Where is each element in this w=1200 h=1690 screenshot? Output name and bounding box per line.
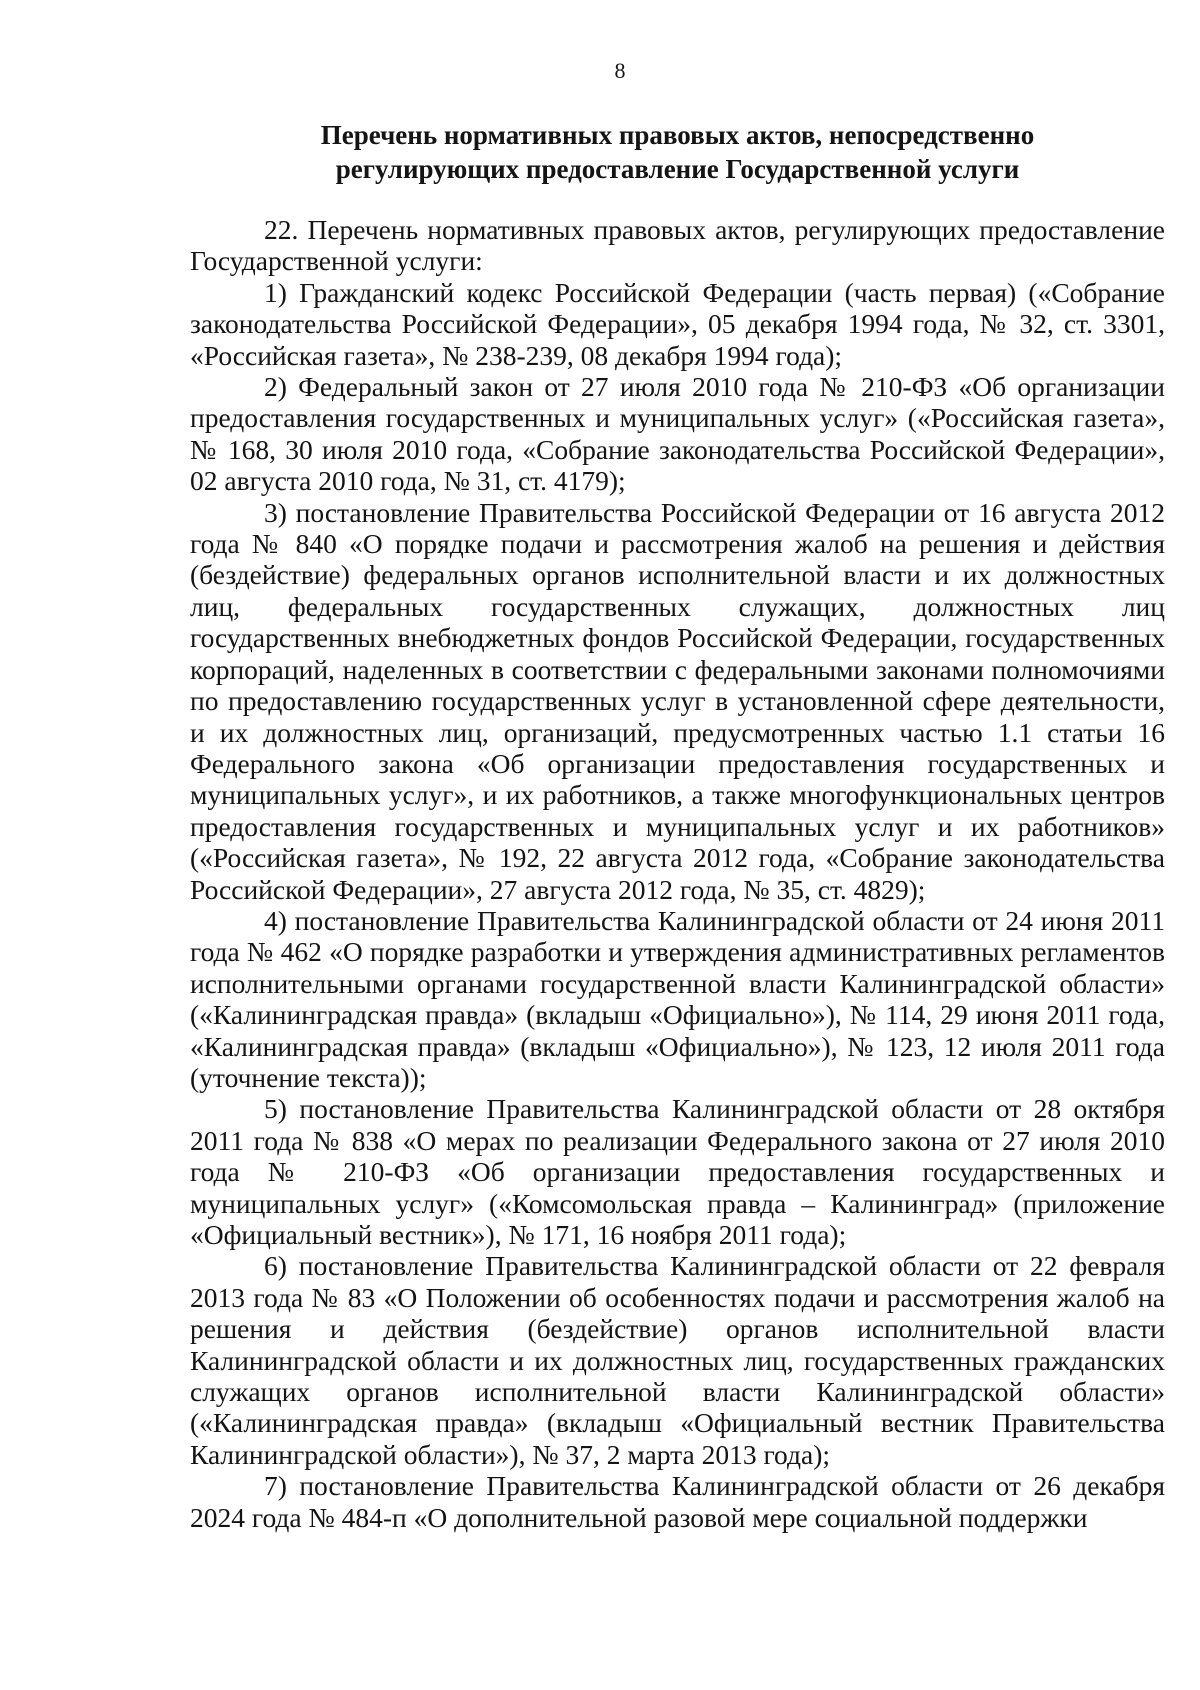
list-item-1: 1) Гражданский кодекс Российской Федерации (часть первая) («Собрание законодательства Российской Федерации», 05 декабря 1994 года, № 32, ст. 3301, «Российская газета», № 238-239, 08 декабря 1994 года); — [190, 276, 1165, 371]
section-heading-line-1: Перечень нормативных правовых актов, непосредственно — [320, 120, 1035, 150]
list-item-2: 2) Федеральный закон от 27 июля 2010 года № 210-ФЗ «Об организации предоставления государственных и муниципальных услуг» («Российская газета», № 168, 30 июля 2010 года, «Собрание законодательства Российской Федерации», 02 августа 2010 года, № 31, ст. 4179); — [190, 371, 1165, 497]
list-item-7: 7) постановление Правительства Калининградской области от 26 декабря 2024 года № 484-п «О дополнительной разовой мере социальной поддержки — [190, 1470, 1165, 1533]
section-heading — [190, 118, 1165, 186]
section-heading-line-2: регулирующих предоставление Государственной услуги — [335, 154, 1020, 184]
document-body — [190, 214, 1165, 1533]
list-item-3: 3) постановление Правительства Российской Федерации от 16 августа 2012 года № 840 «О порядке подачи и рассмотрения жалоб на решения и действия (бездействие) федеральных органов исполнительной власти и их должностных лиц, федеральных государственных служащих, должностных лиц государственных внебюджетных фондов Российской Федерации, государственных корпораций, наделенных в соответствии с федеральными законами полномочиями по предоставлению государственных услуг в установленной сфере деятельности, и их должностных лиц, организаций, предусмотренных частью 1.1 статьи 16 Федерального закона «Об организации предоставления государственных и муниципальных услуг», и их работников, а также многофункциональных центров предоставления государственных и муниципальных услуг и их работников» («Российская газета», № 192, 22 августа 2012 года, «Собрание законодательства Российской Федерации», 27 августа 2012 года, № 35, ст. 4829); — [190, 496, 1165, 905]
list-item-6: 6) постановление Правительства Калининградской области от 22 февраля 2013 года № 83 «О Положении об особенностях подачи и рассмотрения жалоб на решения и действия (бездействие) органов исполнительной власти Калининградской области и их должностных лиц, государственных гражданских служащих органов исполнительной власти Калининградской области» («Калининградская правда» (вкладыш «Официальный вестник Правительства Калининградской области»), № 37, 2 марта 2013 года); — [190, 1250, 1165, 1470]
paragraph-22-intro: 22. Перечень нормативных правовых актов, регулирующих предоставление Государственной услуги: — [190, 214, 1165, 277]
page-number: 8 — [614, 58, 626, 83]
list-item-5: 5) постановление Правительства Калининградской области от 28 октября 2011 года № 838 «О мерах по реализации Федерального закона от 27 июля 2010 года № 210-ФЗ «Об организации предоставления государственных и муниципальных услуг» («Комсомольская правда – Калининград» (приложение «Официальный вестник»), № 171, 16 ноября 2011 года); — [190, 1093, 1165, 1250]
list-item-4: 4) постановление Правительства Калининградской области от 24 июня 2011 года № 462 «О порядке разработки и утверждения административных регламентов исполнительными органами государственной власти Калининградской области» («Калининградская правда» (вкладыш «Официально»), № 114, 29 июня 2011 года, «Калининградская правда» (вкладыш «Официально»), № 123, 12 июля 2011 года (уточнение текста)); — [190, 904, 1165, 1093]
